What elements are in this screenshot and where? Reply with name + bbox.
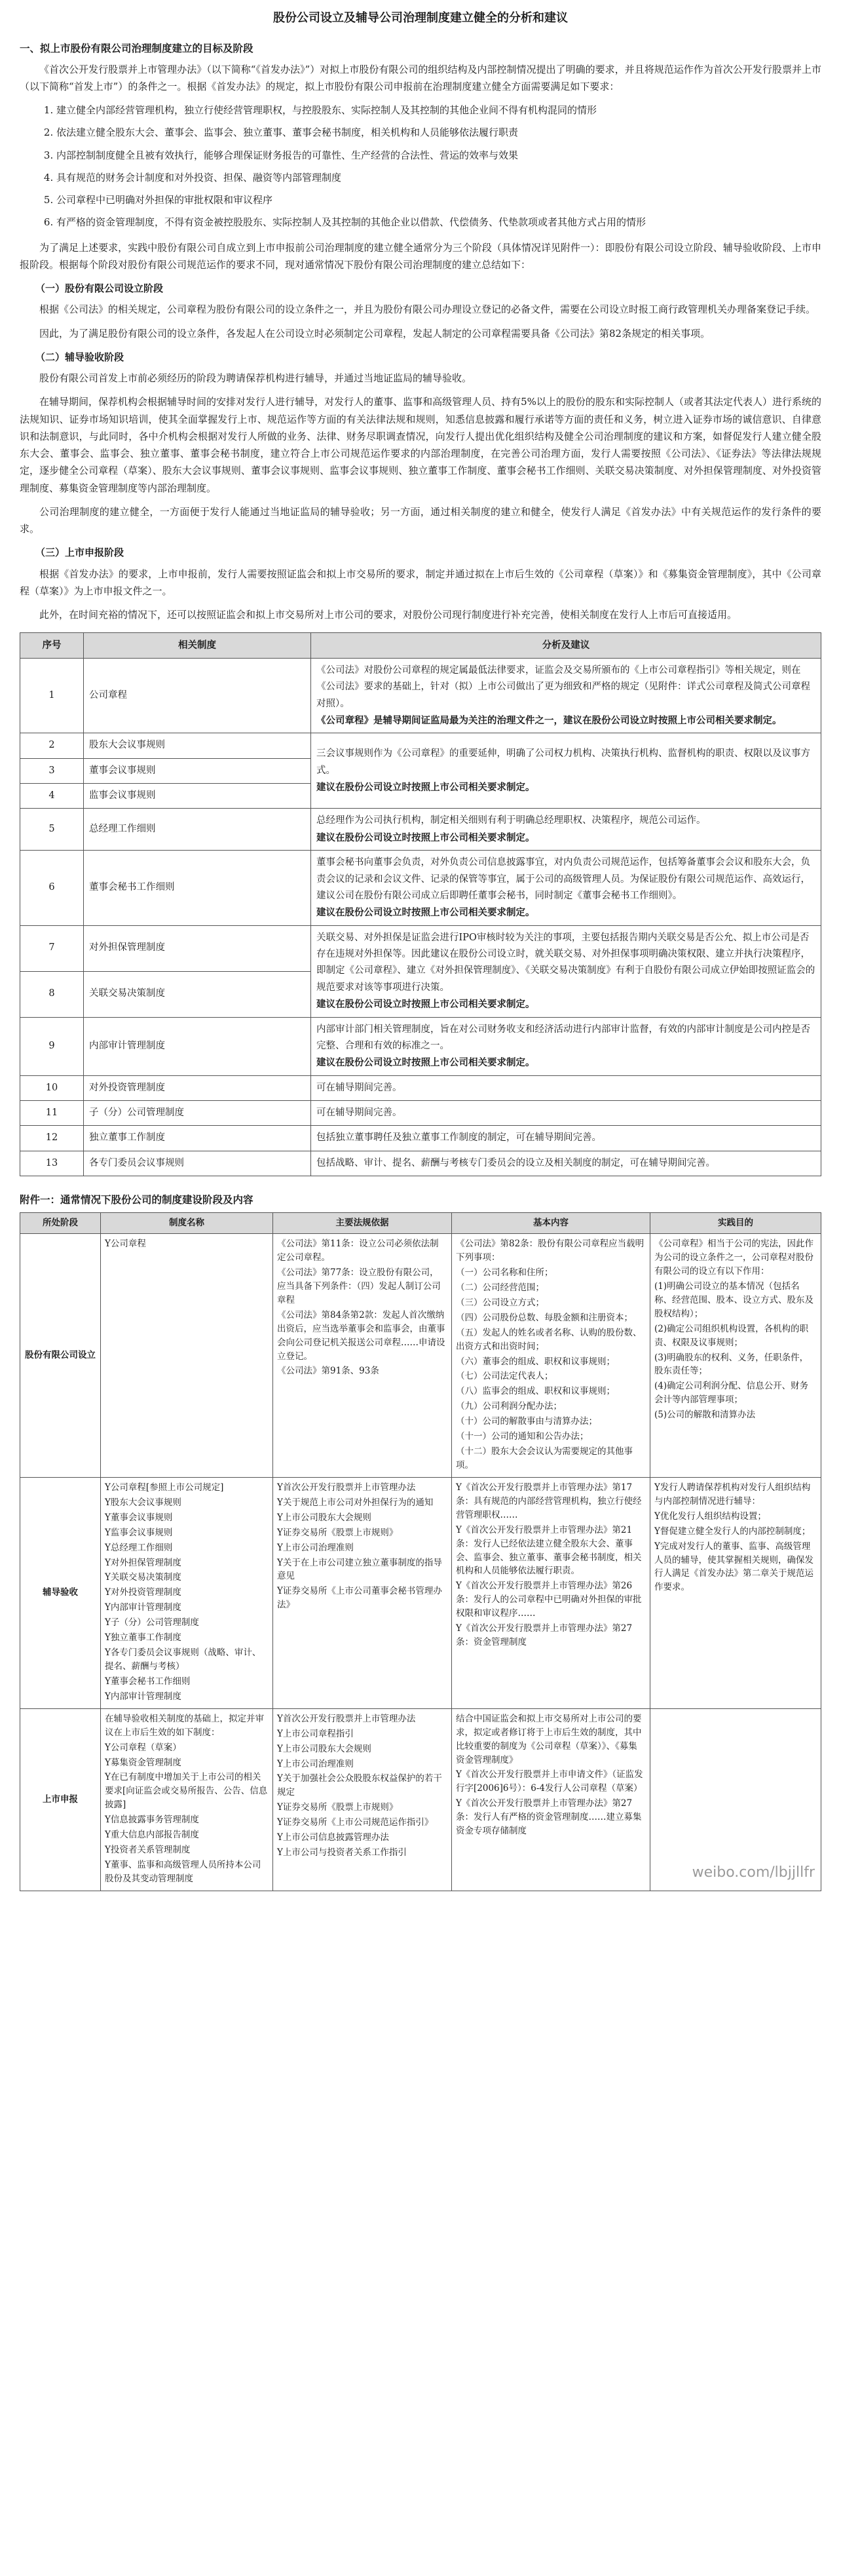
row-number: 2	[20, 733, 84, 758]
stage-cell: 股份有限公司设立	[20, 1234, 101, 1478]
list-item: Y内部审计管理制度	[105, 1691, 181, 1702]
list-item: Y监事会议事规则	[105, 1527, 173, 1538]
list-item: Y独立董事工作制度	[105, 1632, 181, 1644]
analysis-cell	[311, 851, 821, 926]
list-item: Y关于规范上市公司对外担保行为的通知	[277, 1497, 434, 1508]
list-item: 《公司法》第82条：股份有限公司章程应当载明下列事项：	[456, 1239, 645, 1263]
analysis-cell	[311, 733, 821, 809]
list-item: Y完成对发行人的董事、监事、高级管理人员的辅导，使其掌握相关规则，确保发行人满足《首发办法》第二章关于规范运作要求。	[654, 1541, 813, 1593]
rule-name: 关联交易决策制度	[84, 971, 311, 1017]
list-item: Y董事会秘书工作细则	[105, 1676, 191, 1687]
table-header-row	[20, 1213, 821, 1234]
list-item: Y《首次公开发行股票并上市申请文件》（证监发行字[2006]6号）：6-4发行人公司章程（草案）	[456, 1769, 643, 1794]
list-item: Y对外担保管理制度	[105, 1557, 181, 1568]
list-item: Y首次公开发行股票并上市管理办法	[277, 1713, 416, 1724]
rules-list	[105, 1237, 269, 1251]
list-item: Y重大信息内部报告制度	[105, 1830, 199, 1841]
paragraph: 股份有限公司首发上市前必须经历的阶段为聘请保荐机构进行辅导，并通过当地证监局的辅导验收。	[39, 372, 472, 385]
list-item: 在辅导验收相关制度的基础上，拟定并审议在上市后生效的如下制度：	[105, 1713, 264, 1738]
subsection-heading: （二）辅导验收阶段	[35, 351, 124, 363]
rule-name: 董事会议事规则	[84, 758, 311, 783]
section-heading: 一、拟上市股份有限公司治理制度建立的目标及阶段	[20, 41, 253, 54]
content-cell	[452, 1477, 650, 1708]
rule-name: 股东大会议事规则	[84, 733, 311, 758]
list-item: Y上市公司章程指引	[277, 1728, 354, 1739]
basis-cell	[273, 1477, 452, 1708]
analysis-cell: 可在辅导期间完善。	[311, 1101, 821, 1126]
row-number: 13	[20, 1151, 84, 1176]
table-row	[20, 925, 821, 971]
advice-text: 建议在股份公司设立时按照上市公司相关要求制定。	[316, 782, 535, 793]
list-item: Y《首次公开发行股票并上市管理办法》第26条：发行人的公司章程中已明确对外担保的审批权限和审议程序……	[456, 1581, 642, 1619]
analysis-text: 关联交易、对外担保是证监会进行IPO审核时较为关注的事项，主要包括报告期内关联交易是否公允、拟上市公司是否存在违规对外担保等。因此建议在股份公司设立时，就关联交易、对外担保事项明确决策权限、建立并执行决策程序，即制定《公司章程》、建立《对外担保管理制度》、《关联交易决策制度》有利于自股份有限公司成立伊始即按照证监会的规范要求对该等事项进行决策。	[316, 932, 815, 993]
analysis-cell: 包括独立董事聘任及独立董事工作制度的制定，可在辅导期间完善。	[311, 1126, 821, 1151]
conditions-list	[20, 102, 821, 231]
list-item: Y证券交易所《股票上市规则》	[277, 1527, 398, 1538]
table-row	[20, 851, 821, 926]
analysis-text: 《公司法》对股份公司章程的规定属最低法律要求，证监会及交易所颁布的《上市公司章程指引》等相关规定，则在《公司法》要求的基础上，针对（拟）上市公司做出了更为细致和严格的规定（见附件：详式公司章程及简式公司章程对照）。	[316, 664, 810, 709]
rules-list	[105, 1712, 269, 1886]
list-item: (2)确定公司组织机构设置，各机构的职责、权限及议事规则；	[654, 1323, 809, 1348]
content-cell	[452, 1708, 650, 1891]
list-item: 《公司法》第77条：设立股份有限公司，应当具备下列条件：（四）发起人制订公司章程	[277, 1267, 441, 1305]
analysis-text: 内部审计部门相关管理制度，旨在对公司财务收支和经济活动进行内部审计监督，有效的内部审计制度是公司内控是否完整、合理和有效的标准之一。	[316, 1024, 810, 1051]
list-item: （十二）股东大会会议认为需要规定的其他事项。	[456, 1446, 633, 1471]
basis-list	[277, 1237, 447, 1378]
paragraph: 根据《公司法》的相关规定，公司章程为股份有限公司的设立条件之一，并且为股份有限公司办理设立登记的必备文件，需要在公司设立时报工商行政管理机关办理备案登记手续。	[39, 303, 816, 316]
analysis-text: 董事会秘书向董事会负责，对外负责公司信息披露事宜，对内负责公司规范运作，包括筹备董事会会议和股东大会，负责会议的记录和会议文件、记录的保管等事宜，属于公司的高级管理人员。为保证股份有限公司规范运作、高效运行，建议公司在股份有限公司成立后即聘任董事会秘书，同时制定《董事会秘书工作细则》。	[316, 857, 810, 901]
list-item: Y关于加强社会公众股股东权益保护的若干规定	[277, 1773, 442, 1798]
table-row	[20, 1075, 821, 1100]
rule-name: 子（分）公司管理制度	[84, 1101, 311, 1126]
advice-text: 《公司章程》是辅导期间证监局最为关注的治理文件之一，建议在股份公司设立时按照上市公司相关要求制定。	[316, 714, 782, 726]
table-row	[20, 1126, 821, 1151]
subsection-heading: （三）上市申报阶段	[35, 547, 124, 559]
list-item: （七）公司法定代表人；	[456, 1371, 553, 1382]
subsection-heading: （一）股份有限公司设立阶段	[35, 282, 164, 295]
list-item: Y公司章程[参照上市公司规定]	[105, 1482, 224, 1493]
rule-name: 董事会秘书工作细则	[84, 851, 311, 926]
basis-cell	[273, 1708, 452, 1891]
list-item: (4)确定公司利润分配、信息公开、财务会计等内部管理事项；	[654, 1381, 809, 1406]
list-item: Y上市公司股东大会规则	[277, 1743, 371, 1754]
column-header: 相关制度	[84, 633, 311, 658]
list-item: 结合中国证监会和拟上市交易所对上市公司的要求，拟定或者修订将于上市后生效的制度，其中比较重要的制度为《公司章程（草案）》、《募集资金管理制度》	[456, 1713, 642, 1765]
list-item: （十）公司的解散事由与清算办法；	[456, 1416, 597, 1427]
table-row	[20, 1477, 821, 1708]
list-item: Y上市公司股东大会规则	[277, 1512, 371, 1523]
table-header-row	[20, 633, 821, 658]
list-item: Y董事、监事和高级管理人员所持本公司股份及其变动管理制度	[105, 1859, 261, 1884]
advice-text: 建议在股份公司设立时按照上市公司相关要求制定。	[316, 1057, 535, 1069]
rule-name: 总经理工作细则	[84, 809, 311, 851]
table-row	[20, 1151, 821, 1176]
content-cell	[452, 1234, 650, 1478]
list-item: （五）发起人的姓名或者名称、认购的股份数、出资方式和出资时间；	[456, 1327, 642, 1352]
column-header: 制度名称	[101, 1213, 273, 1234]
paragraph: 为了满足上述要求，实践中股份有限公司自成立到上市申报前公司治理制度的建立健全通常分为三个阶段（具体情况详见附件一）：即股份有限公司设立阶段、辅导验收阶段、上市申报阶段。根据每个阶段对股份有限公司规范运作的要求不同，现对通常情况下股份有限公司治理制度的建立总结如下：	[20, 241, 821, 271]
rule-name: 监事会议事规则	[84, 784, 311, 809]
analysis-cell: 包括战略、审计、提名、薪酬与考核专门委员会的设立及相关制度的制定，可在辅导期间完善。	[311, 1151, 821, 1176]
list-item: 4. 具有规范的财务会计制度和对外投资、担保、融资等内部管理制度	[56, 169, 821, 186]
row-number: 8	[20, 971, 84, 1017]
row-number: 5	[20, 809, 84, 851]
column-header: 基本内容	[452, 1213, 650, 1234]
list-item: 《公司法》第84条第2款：发起人首次缴纳出资后，应当选举董事会和监事会，由董事会向公司登记机关报送公司章程……申请设立登记。	[277, 1309, 445, 1362]
list-item: Y内部审计管理制度	[105, 1602, 181, 1613]
list-item: 3. 内部控制制度健全且被有效执行，能够合理保证财务报告的可靠性、生产经营的合法性、营运的效率与效果	[56, 147, 821, 164]
list-item: Y关于在上市公司建立独立董事制度的指导意见	[277, 1557, 442, 1582]
row-number: 10	[20, 1075, 84, 1100]
row-number: 6	[20, 851, 84, 926]
row-number: 1	[20, 658, 84, 733]
list-item: Y首次公开发行股票并上市管理办法	[277, 1482, 416, 1493]
column-header: 所处阶段	[20, 1213, 101, 1234]
list-item: Y督促建立健全发行人的内部控制制度；	[654, 1526, 811, 1537]
list-item: 《公司法》第91条、93条	[277, 1366, 379, 1377]
analysis-cell	[311, 1017, 821, 1075]
paragraph: 《首次公开发行股票并上市管理办法》（以下简称“《首发办法》”）对拟上市股份有限公司的组织结构及内部控制情况提出了明确的要求，并且将规范运作作为首次公开发行股票并上市（以下简称“首发上市”）的条件之一。根据《首发办法》的规定，拟上市股份有限公司申报前在治理制度建立健全方面需要满足如下要求：	[20, 63, 821, 92]
list-item: (1)明确公司设立的基本情况（包括名称、经营范围、股本、设立方式、股东及股权结构）；	[654, 1280, 813, 1319]
analysis-cell	[311, 658, 821, 733]
list-item: Y上市公司治理准则	[277, 1758, 354, 1769]
list-item: Y上市公司治理准则	[277, 1542, 354, 1553]
list-item: Y信息披露事务管理制度	[105, 1815, 199, 1826]
list-item: Y证券交易所《上市公司规范运作指引》	[277, 1817, 434, 1828]
column-header: 序号	[20, 633, 84, 658]
advice-text: 建议在股份公司设立时按照上市公司相关要求制定。	[316, 907, 535, 919]
rule-name: 各专门委员会议事规则	[84, 1151, 311, 1176]
content-list	[456, 1712, 646, 1838]
table-row	[20, 1234, 821, 1478]
rule-name: 内部审计管理制度	[84, 1017, 311, 1075]
list-item: Y投资者关系管理制度	[105, 1845, 191, 1856]
list-item: Y对外投资管理制度	[105, 1587, 181, 1598]
appendix-table	[20, 1212, 821, 1891]
row-number: 11	[20, 1101, 84, 1126]
list-item: Y关联交易决策制度	[105, 1572, 181, 1583]
list-item: Y公司章程（草案）	[105, 1742, 181, 1753]
list-item: Y优化发行人组织结构设置；	[654, 1510, 766, 1522]
list-item: （四）公司股份总数、每股金额和注册资本；	[456, 1312, 633, 1323]
table-row	[20, 733, 821, 758]
row-number: 3	[20, 758, 84, 783]
analysis-cell	[311, 925, 821, 1017]
rule-name: 公司章程	[84, 658, 311, 733]
list-item: 5. 公司章程中已明确对外担保的审批权限和审议程序	[56, 191, 821, 208]
analysis-cell	[311, 809, 821, 851]
rules-cell	[101, 1477, 273, 1708]
paragraph: 因此，为了满足股份有限公司的设立条件，各发起人在公司设立时必须制定公司章程，发起人制定的公司章程需要具备《公司法》第82条规定的相关事项。	[39, 327, 711, 339]
table-row	[20, 1017, 821, 1075]
appendix-title: 附件一：通常情况下股份公司的制度建设阶段及内容	[20, 1193, 253, 1206]
list-item: Y总经理工作细则	[105, 1542, 173, 1553]
purpose-cell	[650, 1477, 821, 1708]
analysis-text: 总经理作为公司执行机构，制定相关细则有利于明确总经理职权、决策程序，规范公司运作。	[316, 815, 706, 826]
list-item: 6. 有严格的资金管理制度，不得有资金被控股股东、实际控制人及其控制的其他企业以借款、代偿债务、代垫款项或者其他方式占用的情形	[56, 214, 821, 231]
list-item: Y发行人聘请保荐机构对发行人组织结构与内部控制情况进行辅导：	[654, 1482, 811, 1507]
list-item: Y《首次公开发行股票并上市管理办法》第17条：具有规范的内部经营管理机构，独立行使经营管理职权……	[456, 1482, 642, 1520]
purpose-list	[654, 1237, 817, 1422]
list-item: Y证券交易所《股票上市规则》	[277, 1802, 398, 1813]
list-item: Y在已有制度中增加关于上市公司的相关要求[向证监会或交易所报告、公告、信息披露]	[105, 1772, 268, 1811]
watermark: weibo.com/lbjjllfr	[692, 1864, 815, 1881]
list-item: Y子（分）公司管理制度	[105, 1617, 199, 1628]
row-number: 9	[20, 1017, 84, 1075]
analysis-cell: 可在辅导期间完善。	[311, 1075, 821, 1100]
row-number: 12	[20, 1126, 84, 1151]
table-row	[20, 1101, 821, 1126]
basis-cell	[273, 1234, 452, 1478]
list-item: Y证券交易所《上市公司董事会秘书管理办法》	[277, 1586, 442, 1611]
list-item: （八）监事会的组成、职权和议事规则；	[456, 1386, 615, 1397]
purpose-cell	[650, 1234, 821, 1478]
list-item: Y上市公司信息披露管理办法	[277, 1832, 389, 1843]
column-header: 分析及建议	[311, 633, 821, 658]
purpose-list	[654, 1481, 817, 1594]
list-item: 2. 依法建立健全股东大会、董事会、监事会、独立董事、董事会秘书制度，相关机构和人员能够依法履行职责	[56, 124, 821, 141]
list-item: Y股东大会议事规则	[105, 1497, 181, 1508]
list-item: （二）公司经营范围；	[456, 1282, 544, 1293]
table-row	[20, 809, 821, 851]
column-header: 实践目的	[650, 1213, 821, 1234]
advice-text: 建议在股份公司设立时按照上市公司相关要求制定。	[316, 832, 535, 843]
rule-name: 独立董事工作制度	[84, 1126, 311, 1151]
list-item: 《公司章程》相当于公司的宪法，因此作为公司的设立条件之一，公司章程对股份有限公司的设立有以下作用：	[654, 1239, 813, 1277]
list-item: Y《首次公开发行股票并上市管理办法》第21条：发行人已经依法建立健全股东大会、董事会、监事会、独立董事、董事会秘书制度，相关机构和人员能够依法履行职责。	[456, 1524, 642, 1577]
paragraph: 此外，在时间充裕的情况下，还可以按照证监会和拟上市交易所对上市公司的要求，对股份公司现行制度进行补充完善，使相关制度在发行人上市后可直接适用。	[39, 609, 738, 621]
paragraph: 公司治理制度的建立健全，一方面便于发行人能通过当地证监局的辅导验收；另一方面，通过相关制度的建立和健全，使发行人满足《首发办法》中有关规范运作的发行条件的要求。	[20, 505, 821, 535]
row-number: 4	[20, 784, 84, 809]
table-row	[20, 658, 821, 733]
list-item: Y《首次公开发行股票并上市管理办法》第27条：资金管理制度	[456, 1623, 633, 1648]
list-item: (5)公司的解散和清算办法	[654, 1410, 756, 1421]
content-list	[456, 1237, 646, 1472]
basis-list	[277, 1712, 447, 1860]
paragraph: 根据《首发办法》的要求，上市申报前，发行人需要按照证监会和拟上市交易所的要求，制定并通过拟在上市后生效的《公司章程（草案）》和《募集资金管理制度》，其中《公司章程（草案）》为上市申报文件之一。	[20, 567, 821, 597]
list-item: Y《首次公开发行股票并上市管理办法》第27条：发行人有严格的资金管理制度……建立募集资金专项存储制度	[456, 1798, 642, 1837]
stage-cell: 上市申报	[20, 1708, 101, 1891]
paragraph: 在辅导期间，保荐机构会根据辅导时间的安排对发行人进行辅导，对发行人的董事、监事和高级管理人员、持有5%以上的股份的股东和实际控制人（或者其法定代表人）进行系统的法规知识、证券市场知识培训，使其全面掌握发行上市、规范运作等方面的有关法律法规和规则，知悉信息披露和履行承诺等方面的责任和义务，树立进入证券市场的诚信意识、自律意识和法制意识，与此同时，各中介机构会根据对发行人所做的业务、法律、财务尽职调查情况，向发行人提出优化组织结构及健全公司治理制度的建议和方案，如督促发行人建立健全股东大会、董事会、监事会、独立董事、董事会秘书制度，建立符合上市公司规范运作要求的内部治理制度，在完善公司治理方面，发行人需要按照《公司法》、《证券法》等法律法规规定，逐步健全公司章程（草案）、股东大会议事规则、董事会议事规则、监事会议事规则、独立董事工作制度、董事会秘书工作细则、关联交易决策制度、对外担保管理制度、对外投资管理制度、募集资金管理制度等内部治理制度。	[20, 396, 821, 494]
list-item: Y上市公司与投资者关系工作指引	[277, 1847, 407, 1858]
basis-list	[277, 1481, 447, 1612]
rules-cell	[101, 1234, 273, 1478]
row-number: 7	[20, 925, 84, 971]
list-item: （一）公司名称和住所；	[456, 1267, 553, 1278]
rules-cell	[101, 1708, 273, 1891]
list-item: Y公司章程	[105, 1239, 146, 1250]
list-item: (3)明确股东的权利、义务，任职条件，股东责任等；	[654, 1352, 809, 1377]
list-item: Y董事会议事规则	[105, 1512, 173, 1523]
list-item: Y募集资金管理制度	[105, 1757, 181, 1768]
rules-analysis-table	[20, 632, 821, 1176]
stage-cell: 辅导验收	[20, 1477, 101, 1708]
content-list	[456, 1481, 646, 1649]
list-item: （六）董事会的组成、职权和议事规则；	[456, 1356, 615, 1367]
list-item: 《公司法》第11条：设立公司必须依法制定公司章程。	[277, 1239, 439, 1263]
column-header: 主要法规依据	[273, 1213, 452, 1234]
list-item: （九）公司利润分配办法；	[456, 1401, 562, 1412]
rule-name: 对外投资管理制度	[84, 1075, 311, 1100]
analysis-text: 三会议事规则作为《公司章程》的重要延伸，明确了公司权力机构、决策执行机构、监督机构的职责、权限以及议事方式。	[316, 748, 810, 776]
advice-text: 建议在股份公司设立时按照上市公司相关要求制定。	[316, 999, 535, 1010]
list-item: （三）公司设立方式；	[456, 1297, 544, 1308]
list-item: （十一）公司的通知和公告办法；	[456, 1431, 589, 1442]
rule-name: 对外担保管理制度	[84, 925, 311, 971]
list-item: Y各专门委员会议事规则（战略、审计、提名、薪酬与考核）	[105, 1647, 261, 1672]
list-item: 1. 建立健全内部经营管理机构，独立行使经营管理职权，与控股股东、实际控制人及其控制的其他企业间不得有机构混同的情形	[56, 102, 821, 119]
rules-list	[105, 1481, 269, 1704]
page-title: 股份公司设立及辅导公司治理制度建立健全的分析和建议	[273, 11, 568, 25]
